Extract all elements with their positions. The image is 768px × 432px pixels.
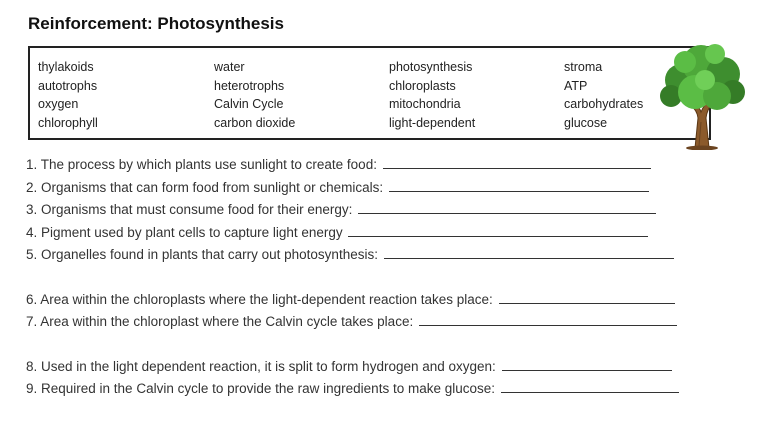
page-title: Reinforcement: Photosynthesis <box>28 14 284 33</box>
word-bank-term: carbon dioxide <box>214 115 296 130</box>
word-bank-column <box>564 58 643 132</box>
word-bank-term: thylakoids <box>38 60 94 74</box>
word-bank-column <box>389 58 475 132</box>
question-item <box>26 199 746 222</box>
question-item <box>26 154 746 177</box>
answer-blank[interactable] <box>501 381 679 393</box>
question-text: 6. Area within the chloroplasts where the light-dependent reaction takes place: <box>26 291 497 307</box>
answer-blank[interactable] <box>502 359 672 371</box>
word-bank-term: ATP <box>564 78 588 93</box>
word-bank-term: photosynthesis <box>389 60 473 74</box>
answer-blank[interactable] <box>419 314 677 326</box>
word-bank-term: autotrophs <box>38 78 98 93</box>
word-bank-term: chlorophyll <box>38 115 98 130</box>
word-bank-column <box>38 58 98 132</box>
question-text: 7. Area within the chloroplast where the Calvin cycle takes place: <box>26 314 417 329</box>
word-bank <box>28 46 711 140</box>
word-bank-term: glucose <box>564 115 608 130</box>
word-bank-term: carbohydrates <box>564 97 644 111</box>
word-bank-term: chloroplasts <box>389 78 456 93</box>
question-text: 5. Organelles found in plants that carry out photosynthesis: <box>26 247 382 262</box>
question-text: 9. Required in the Calvin cycle to provide the raw ingredients to make glucose: <box>26 381 499 396</box>
question-text: 1. The process by which plants use sunlight to create food: <box>26 157 381 172</box>
word-bank-term: heterotrophs <box>214 78 285 93</box>
question-item <box>26 378 746 401</box>
word-bank-term: light-dependent <box>389 115 476 130</box>
word-bank-term: oxygen <box>38 97 79 111</box>
answer-blank[interactable] <box>389 180 649 192</box>
question-item <box>26 244 746 267</box>
question-item <box>26 289 746 312</box>
question-text: 8. Used in the light dependent reaction, it is split to form hydrogen and oxygen: <box>26 358 500 374</box>
answer-blank[interactable] <box>383 157 651 169</box>
question-item <box>26 356 746 379</box>
answer-blank[interactable] <box>499 292 675 304</box>
word-bank-term: water <box>214 60 245 74</box>
word-bank-term: stroma <box>564 60 603 74</box>
answer-blank[interactable] <box>358 202 656 214</box>
question-text: 3. Organisms that must consume food for their energy: <box>26 202 357 217</box>
word-bank-column <box>214 58 295 132</box>
answer-blank[interactable] <box>348 225 648 237</box>
word-bank-term: mitochondria <box>389 97 461 111</box>
answer-blank[interactable] <box>384 247 674 259</box>
question-item <box>26 311 746 334</box>
question-item <box>26 177 746 200</box>
question-text: 2. Organisms that can form food from sunlight or chemicals: <box>26 179 387 195</box>
question-text: 4. Pigment used by plant cells to capture light energy <box>26 224 347 240</box>
question-list <box>26 154 746 401</box>
word-bank-term: Calvin Cycle <box>214 97 284 111</box>
question-item <box>26 222 746 245</box>
tree-icon <box>655 40 747 150</box>
